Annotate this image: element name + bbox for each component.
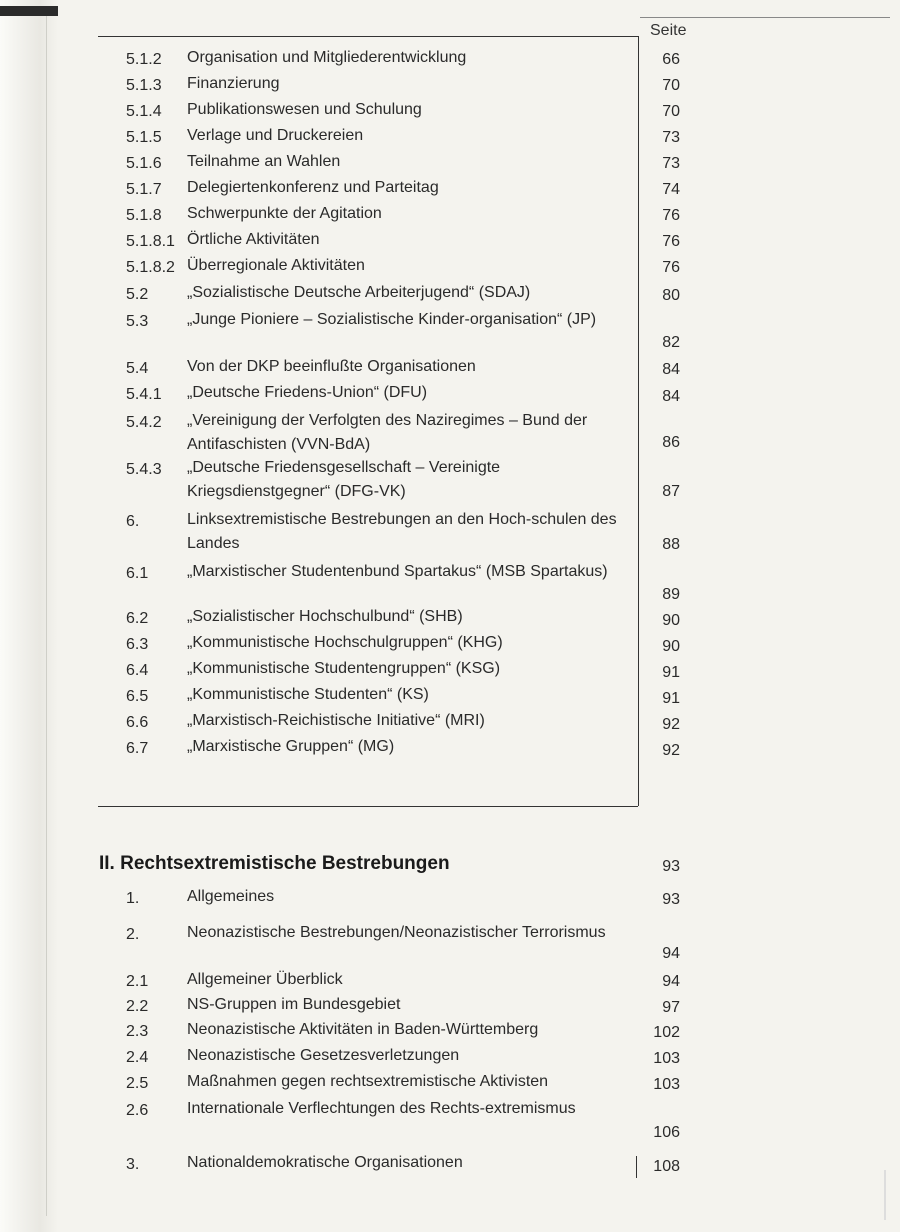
toc-entry-title: „Vereinigung der Verfolgten des Naziregimes – Bund der Antifaschisten (VVN-BdA)	[187, 412, 588, 453]
toc-entry-number: 5.4.1	[126, 386, 162, 403]
edge-line	[46, 16, 47, 1216]
toc-entry-page: 88	[662, 536, 680, 553]
toc-entry-page: 108	[653, 1158, 680, 1175]
toc-entry-page: 70	[662, 77, 680, 94]
toc-entry-title: Teilnahme an Wahlen	[187, 153, 341, 170]
toc-entry-number: 6.4	[126, 662, 149, 679]
toc-entry-page: 76	[662, 233, 680, 250]
toc-entry-title: Delegiertenkonferenz und Parteitag	[187, 179, 439, 196]
toc-entry-number: 3.	[126, 1156, 140, 1173]
toc-entry-number: 2.	[126, 926, 140, 943]
toc-entry-number: 6.3	[126, 636, 149, 653]
toc-entry-title: „Marxistisch-Reichistische Initiative“ (MRI)	[187, 712, 485, 729]
toc-entry-title: Neonazistische Aktivitäten in Baden-Württemberg	[187, 1021, 539, 1038]
toc-entry-title: Verlage und Druckereien	[187, 127, 364, 144]
toc-entry-title: Nationaldemokratische Organisationen	[187, 1154, 463, 1171]
toc-entry-title: Neonazistische Gesetzesverletzungen	[187, 1047, 460, 1064]
toc-entry-page: 91	[662, 690, 680, 707]
toc-entry-title: Finanzierung	[187, 75, 280, 92]
toc-entry-number: 5.1.8.2	[126, 259, 175, 276]
toc-entry-title: „Sozialistischer Hochschulbund“ (SHB)	[187, 608, 463, 625]
toc-entry-page: 102	[653, 1024, 680, 1041]
toc-entry-page: 92	[662, 716, 680, 733]
toc-entry-page: 106	[653, 1124, 680, 1141]
toc-entry-number: 6.6	[126, 714, 149, 731]
toc-entry-title: „Deutsche Friedens-Union“ (DFU)	[187, 384, 428, 401]
toc-entry-page: 74	[662, 181, 680, 198]
toc-entry-title: „Sozialistische Deutsche Arbeiterjugend“ (SDAJ)	[187, 284, 531, 301]
toc-entry-number: 6.2	[126, 610, 149, 627]
binding-edge	[0, 0, 58, 1232]
toc-entry-title: Linksextremistische Bestrebungen an den Hoch-schulen des Landes	[187, 511, 617, 552]
toc-entry-page: 93	[662, 891, 680, 908]
toc-entry-number: 2.4	[126, 1049, 149, 1066]
toc-entry-number: 1.	[126, 890, 140, 907]
toc-entry-number: 2.5	[126, 1075, 149, 1092]
toc-entry-title: „Kommunistische Studenten“ (KS)	[187, 686, 429, 703]
toc-entry-page: 84	[662, 388, 680, 405]
toc-entry-page: 90	[662, 612, 680, 629]
toc-entry-number: 2.6	[126, 1102, 149, 1119]
top-rule-right	[640, 17, 890, 18]
toc-entry-page: 73	[662, 155, 680, 172]
toc-entry-number: 5.1.8	[126, 207, 162, 224]
toc-entry-number: 2.3	[126, 1023, 149, 1040]
edge-mark	[0, 6, 58, 16]
toc-entry-page: 91	[662, 664, 680, 681]
toc-entry-title: Örtliche Aktivitäten	[187, 231, 320, 248]
toc-entry-title: Schwerpunkte der Agitation	[187, 205, 382, 222]
toc-entry-title: Überregionale Aktivitäten	[187, 257, 365, 274]
toc-entry-title: „Kommunistische Studentengruppen“ (KSG)	[187, 660, 501, 677]
toc-entry-title: Von der DKP beeinflußte Organisationen	[187, 358, 476, 375]
toc-entry-page: 94	[662, 945, 680, 962]
toc-entry-page: 86	[662, 434, 680, 451]
toc-entry-number: 6.7	[126, 740, 149, 757]
toc-entry-page: 82	[662, 334, 680, 351]
toc-entry-page: 87	[662, 483, 680, 500]
toc-entry-number: 5.1.2	[126, 51, 162, 68]
section-end-rule	[98, 806, 638, 807]
toc-entry-page: 70	[662, 103, 680, 120]
toc-entry-number: 2.1	[126, 973, 149, 990]
section-heading: II. Rechtsextremistische Bestrebungen	[99, 853, 450, 874]
toc-entry-page: 97	[662, 999, 680, 1016]
toc-entry-page: 76	[662, 259, 680, 276]
toc-entry-page: 84	[662, 361, 680, 378]
toc-entry-title: „Marxistischer Studentenbund Spartakus“ (MSB Spartakus)	[187, 563, 608, 580]
toc-entry-title: Allgemeines	[187, 888, 275, 905]
toc-entry-number: 6.1	[126, 565, 149, 582]
toc-entry-page: 66	[662, 51, 680, 68]
toc-entry-number: 2.2	[126, 998, 149, 1015]
toc-entry-number: 5.1.4	[126, 103, 162, 120]
toc-entry-title: „Junge Pioniere – Sozialistische Kinder-organisation“ (JP)	[187, 311, 597, 328]
toc-entry-title: NS-Gruppen im Bundesgebiet	[187, 996, 401, 1013]
toc-entry-page: 76	[662, 207, 680, 224]
toc-entry-number: 5.2	[126, 286, 149, 303]
toc-entry-number: 6.	[126, 513, 140, 530]
toc-entry-number: 5.1.6	[126, 155, 162, 172]
toc-entry-title: „Marxistische Gruppen“ (MG)	[187, 738, 395, 755]
top-rule	[98, 36, 638, 37]
toc-entry-page: 94	[662, 973, 680, 990]
toc-entry-page: 92	[662, 742, 680, 759]
toc-entry-title: Maßnahmen gegen rechtsextremistische Aktivisten	[187, 1073, 549, 1090]
toc-entry-title: Neonazistische Bestrebungen/Neonazistischer Terrorismus	[187, 924, 606, 941]
toc-entry-number: 5.4.2	[126, 414, 162, 431]
toc-entry-number: 5.4.3	[126, 461, 162, 478]
page-column-label: Seite	[650, 22, 687, 39]
toc-entry-page: 103	[653, 1076, 680, 1093]
toc-entry-title: Allgemeiner Überblick	[187, 971, 343, 988]
section-heading-page: 93	[662, 858, 680, 875]
toc-entry-page: 103	[653, 1050, 680, 1067]
toc-entry-number: 5.1.8.1	[126, 233, 175, 250]
toc-entry-page: 89	[662, 586, 680, 603]
toc-entry-page: 80	[662, 287, 680, 304]
toc-entry-number: 5.1.3	[126, 77, 162, 94]
toc-entry-title: Organisation und Mitgliederentwicklung	[187, 49, 467, 66]
toc-entry-title: „Deutsche Friedensgesellschaft – Vereinigte Kriegsdienstgegner“ (DFG-VK)	[187, 459, 501, 500]
toc-entry-title: Internationale Verflechtungen des Rechts-extremismus	[187, 1100, 576, 1117]
toc-entry-number: 5.1.7	[126, 181, 162, 198]
toc-entry-number: 6.5	[126, 688, 149, 705]
toc-entry-title: „Kommunistische Hochschulgruppen“ (KHG)	[187, 634, 503, 651]
toc-entry-page: 73	[662, 129, 680, 146]
toc-entry-number: 5.1.5	[126, 129, 162, 146]
toc-entry-number: 5.3	[126, 313, 149, 330]
toc-entry-number: 5.4	[126, 360, 149, 377]
toc-entry-page: 90	[662, 638, 680, 655]
toc-entry-title: Publikationswesen und Schulung	[187, 101, 422, 118]
scan-artifact-line	[884, 1170, 886, 1220]
